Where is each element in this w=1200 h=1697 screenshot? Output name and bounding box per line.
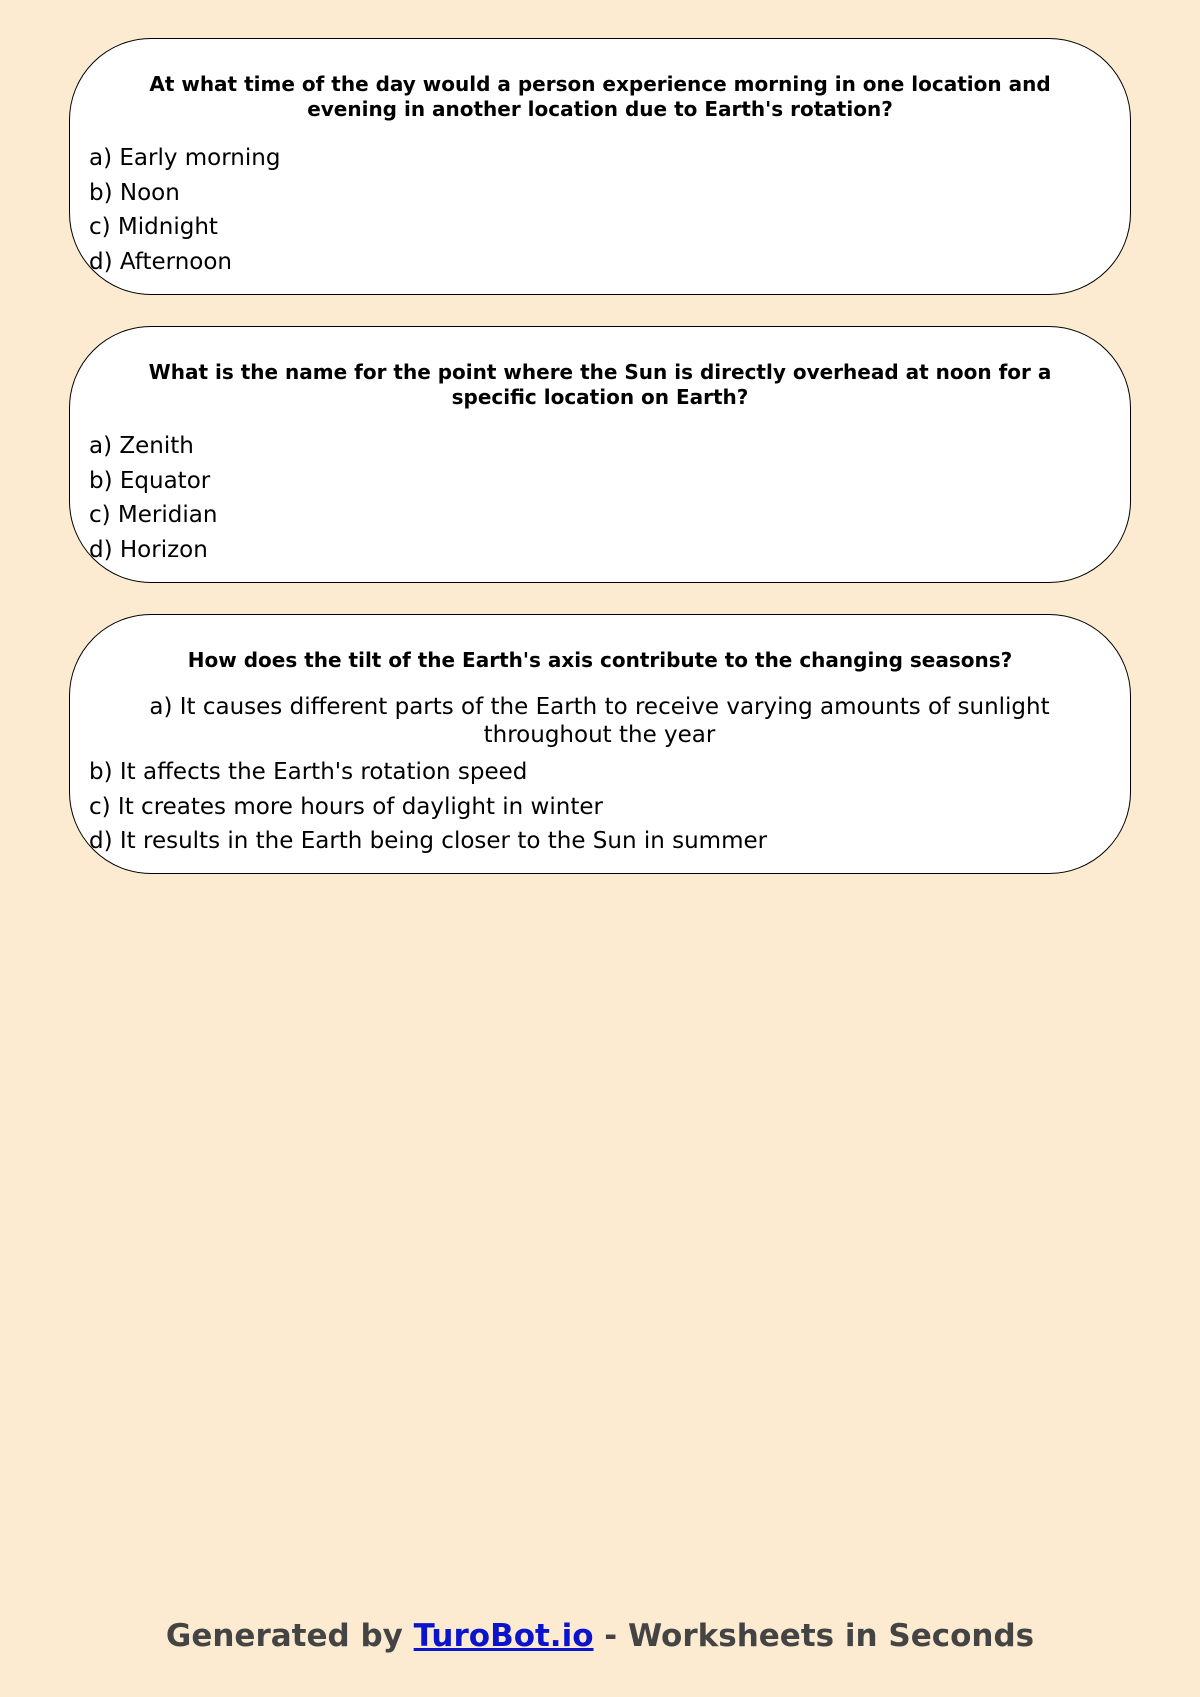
answer-options	[89, 693, 1090, 859]
answer-option: a) Zenith	[89, 433, 194, 459]
answer-option: c) It creates more hours of daylight in winter	[89, 793, 603, 820]
answer-option: a) Early morning	[89, 145, 281, 171]
question-card	[69, 614, 1131, 874]
question-text: At what time of the day would a person experience morning in one location and evening in another location due to Earth's rotation?	[149, 72, 1051, 121]
answer-option: b) It affects the Earth's rotation speed	[89, 759, 528, 785]
answer-option: d) Afternoon	[89, 248, 233, 275]
answer-option: c) Meridian	[89, 502, 218, 528]
answer-option: b) Noon	[89, 179, 180, 206]
answer-option: d) Horizon	[89, 536, 208, 563]
question-text: What is the name for the point where the Sun is directly overhead at noon for a specific location on Earth?	[148, 360, 1052, 409]
footer-prefix: Generated by	[165, 1618, 414, 1654]
answer-options	[89, 429, 1090, 567]
answer-option: b) Equator	[89, 467, 211, 494]
footer-credit	[0, 1618, 1200, 1654]
turobot-link[interactable]: TuroBot.io	[413, 1618, 594, 1654]
question-text: How does the tilt of the Earth's axis contribute to the changing seasons?	[187, 648, 1013, 672]
question-card	[69, 38, 1131, 295]
question-card	[69, 326, 1131, 583]
answer-option: a) It causes different parts of the Earth to receive varying amounts of sunlight throughout the year	[149, 694, 1050, 748]
answer-option: d) It results in the Earth being closer to the Sun in summer	[89, 828, 768, 854]
answer-option: c) Midnight	[89, 214, 218, 240]
answer-options	[89, 141, 1090, 279]
footer-suffix: - Worksheets in Seconds	[593, 1618, 1035, 1654]
